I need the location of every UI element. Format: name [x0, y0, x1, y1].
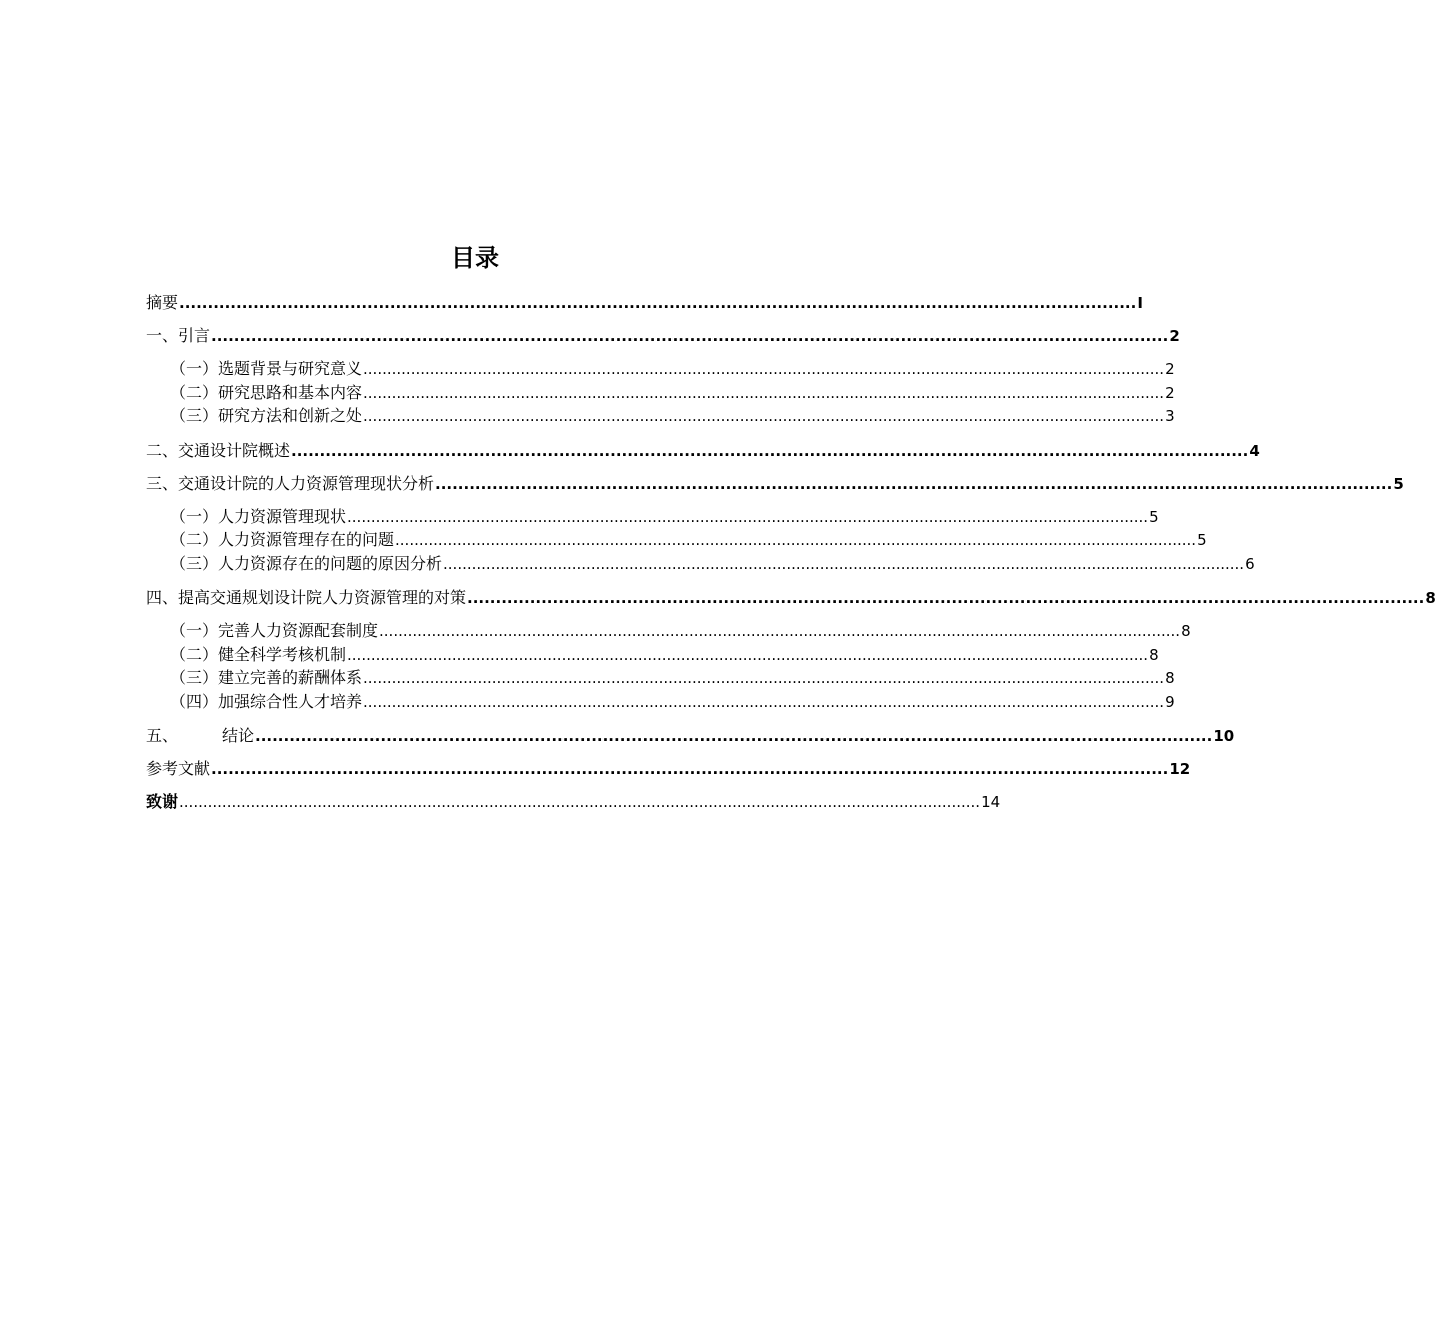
toc-entry-label: 摘要 — [146, 293, 179, 312]
dot-leader: ........................................................................................................................................................................ — [363, 669, 1165, 687]
toc-entry-page: 3 — [1165, 407, 1175, 425]
toc-entry-page: 14 — [981, 793, 1001, 811]
toc-entry-label: 三、交通设计院的人力资源管理现状分析 — [146, 473, 435, 493]
dot-leader: ........................................................................................................................................................................ — [347, 645, 1149, 664]
toc-entry-label: （三）研究方法和创新之处 — [170, 406, 363, 425]
toc-entry-page: 10 — [1213, 727, 1235, 745]
dot-leader: ........................................................................................................................................................................ — [443, 554, 1245, 573]
toc-entry-1-3[interactable] — [146, 404, 1175, 428]
toc-entry-page: 2 — [1165, 383, 1175, 402]
dot-leader: ........................................................................................................................................................................ — [291, 441, 1249, 460]
toc-entry-label: （三）建立完善的薪酬体系 — [170, 668, 363, 687]
toc-entry-page: 5 — [1197, 531, 1207, 549]
toc-entry-page: 2 — [1165, 360, 1175, 378]
toc-title: 目录 — [451, 244, 499, 272]
dot-leader: ........................................................................................................................................................................ — [395, 531, 1197, 549]
toc-entry-page: 12 — [1169, 760, 1191, 778]
toc-entry-4-1[interactable] — [146, 619, 1191, 643]
toc-entry-acknowledgements[interactable] — [146, 785, 1001, 818]
toc-entry-introduction[interactable] — [146, 319, 1180, 352]
dot-leader: ........................................................................................................................................................................ — [179, 793, 981, 811]
toc-entry-label — [146, 719, 254, 752]
toc-entry-4-3[interactable] — [146, 666, 1175, 690]
toc-entry-label: （二）人力资源管理存在的问题 — [170, 530, 395, 549]
dot-leader: ........................................................................................................................................................................ — [363, 360, 1165, 378]
dot-leader: ........................................................................................................................................................................ — [435, 474, 1393, 493]
toc-entry-chapter-4[interactable] — [146, 581, 1436, 614]
dot-leader: ........................................................................................................................................................................ — [467, 589, 1425, 607]
toc-entry-label: （一）人力资源管理现状 — [170, 506, 347, 526]
toc-entry-abstract[interactable] — [146, 286, 1143, 319]
toc-entry-label: （二）健全科学考核机制 — [170, 644, 347, 664]
toc-entry-page: 9 — [1165, 692, 1175, 711]
toc-entry-page: 8 — [1181, 622, 1191, 640]
toc-entry-page: I — [1137, 294, 1143, 312]
toc-entry-chapter-2[interactable] — [146, 434, 1260, 467]
toc-entry-page: 8 — [1425, 589, 1436, 607]
dot-leader: ........................................................................................................................................................................ — [363, 407, 1165, 425]
dot-leader: ........................................................................................................................................................................ — [363, 692, 1165, 711]
toc-entry-chapter-5[interactable] — [146, 719, 1235, 752]
toc-entry-1-1[interactable] — [146, 357, 1175, 381]
toc-entry-page: 6 — [1245, 554, 1255, 573]
toc-entry-label: 参考文献 — [146, 759, 211, 778]
toc-entry-label: （一）选题背景与研究意义 — [170, 359, 363, 378]
toc-entry-4-4[interactable] — [146, 690, 1175, 714]
toc-entry-3-1[interactable] — [146, 505, 1159, 529]
toc-entry-page: 2 — [1169, 327, 1180, 345]
dot-leader: ........................................................................................................................................................................ — [211, 327, 1169, 345]
toc-entry-page: 4 — [1249, 441, 1260, 460]
toc-entry-chapter-3[interactable] — [146, 467, 1404, 500]
dot-leader: ........................................................................................................................................................................ — [179, 294, 1137, 312]
toc-entry-label: 致谢 — [146, 792, 179, 811]
toc-entry-number: 五、 — [146, 726, 179, 745]
toc-entry-label: （一）完善人力资源配套制度 — [170, 621, 379, 640]
toc-entry-4-2[interactable] — [146, 643, 1159, 667]
toc-entry-references[interactable] — [146, 752, 1191, 785]
toc-entry-1-2[interactable] — [146, 381, 1175, 405]
dot-leader: ........................................................................................................................................................................ — [363, 383, 1165, 402]
toc-entry-3-2[interactable] — [146, 528, 1207, 552]
toc-entry-label: （二）研究思路和基本内容 — [170, 382, 363, 402]
toc-entry-label: 二、交通设计院概述 — [146, 440, 291, 460]
dot-leader: ........................................................................................................................................................................ — [347, 507, 1149, 526]
toc-entry-page: 8 — [1165, 669, 1175, 687]
toc-entry-page: 5 — [1149, 507, 1159, 526]
toc-entry-page: 5 — [1393, 474, 1404, 493]
toc-entry-text: 结论 — [222, 726, 255, 745]
toc-entry-page: 8 — [1149, 645, 1159, 664]
table-of-contents — [146, 286, 1436, 818]
toc-entry-label: （四）加强综合性人才培养 — [170, 691, 363, 711]
dot-leader: ........................................................................................................................................................................ — [211, 760, 1169, 778]
toc-entry-3-3[interactable] — [146, 552, 1255, 576]
toc-entry-label: 四、提高交通规划设计院人力资源管理的对策 — [146, 588, 467, 607]
toc-entry-label: 一、引言 — [146, 326, 211, 345]
dot-leader: ........................................................................................................................................................................ — [379, 622, 1181, 640]
dot-leader: ........................................................................................................................................................................ — [255, 727, 1213, 745]
toc-entry-label: （三）人力资源存在的问题的原因分析 — [170, 553, 443, 573]
